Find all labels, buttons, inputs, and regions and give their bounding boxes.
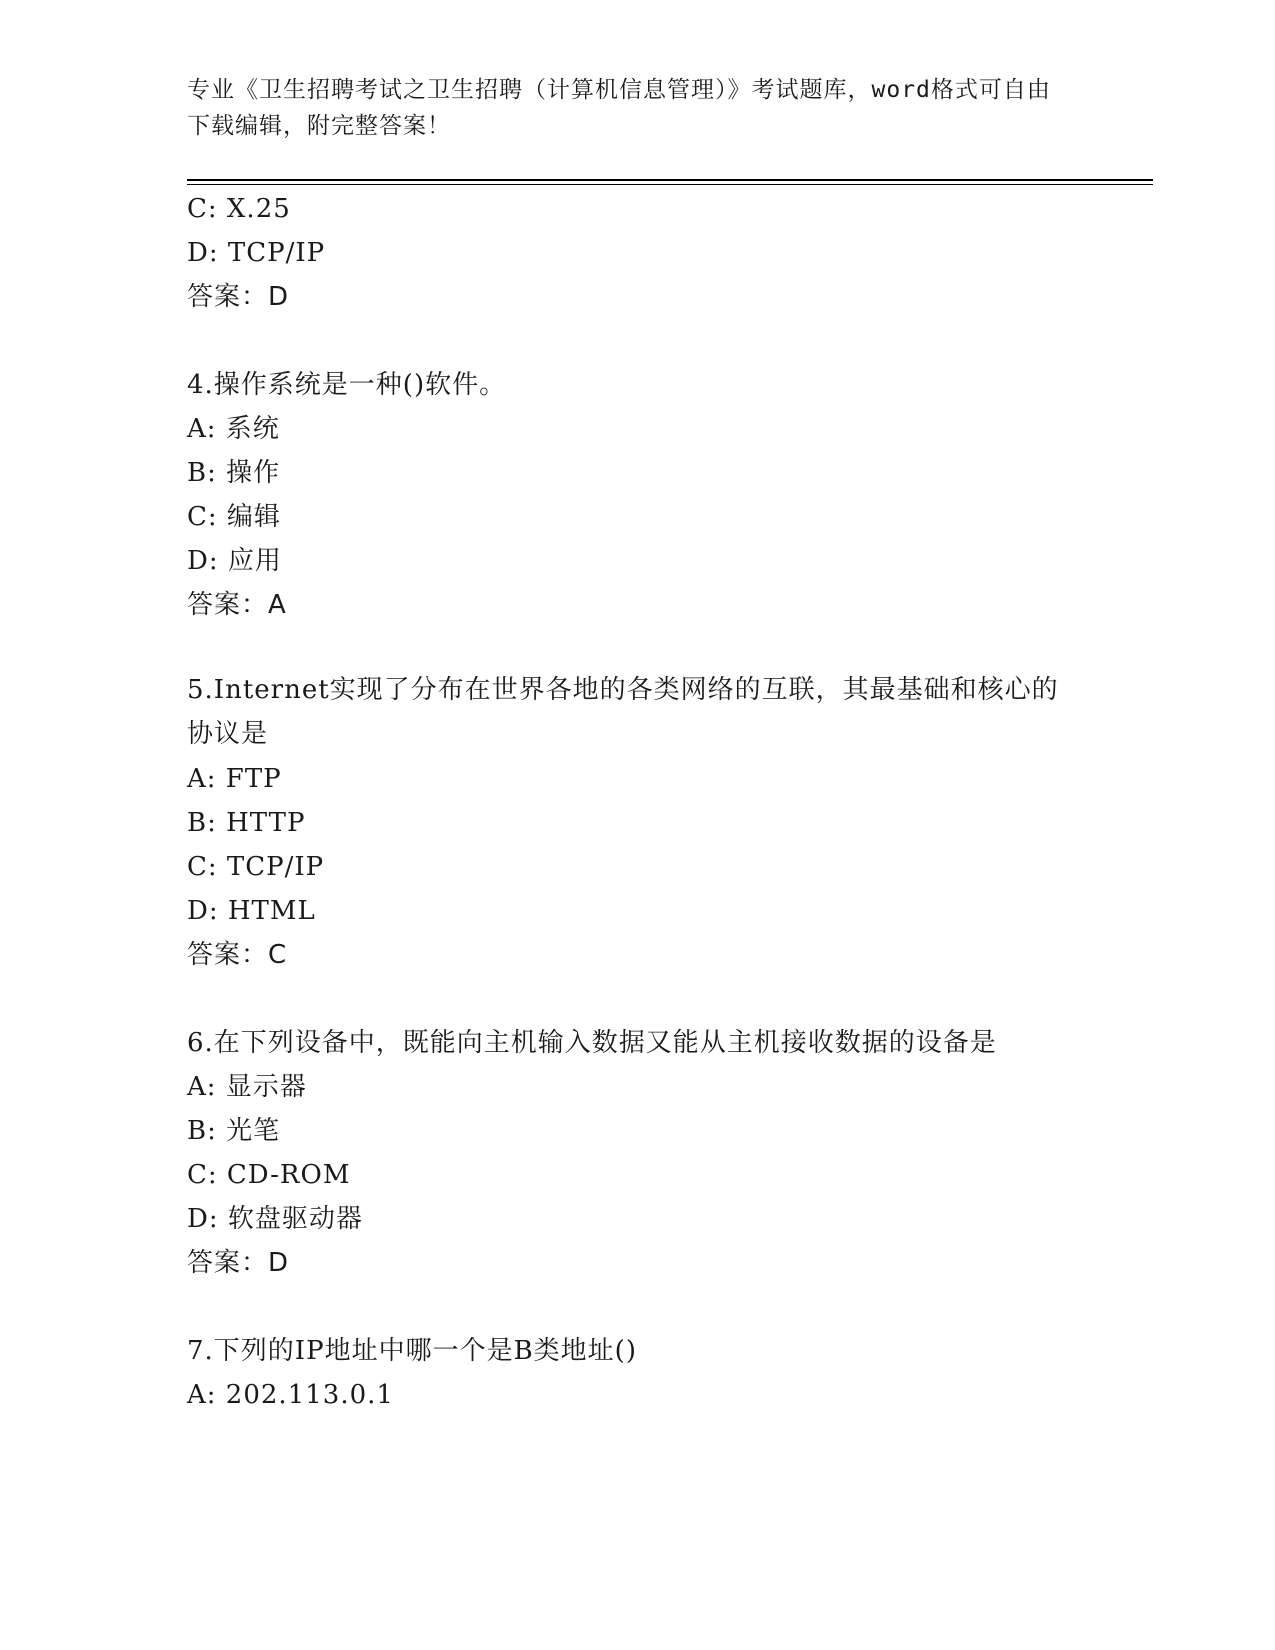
question-6-stem: 6.在下列设备中，既能向主机输入数据又能从主机接收数据的设备是 bbox=[187, 1028, 997, 1058]
question-7-option-a: A: 202.113.0.1 bbox=[187, 1380, 394, 1410]
prev-answer: 答案：D bbox=[187, 282, 290, 312]
header-divider-thick bbox=[187, 179, 1153, 181]
question-4-option-a: A: 系统 bbox=[187, 414, 280, 444]
document-header: 专业《卫生招聘考试之卫生招聘（计算机信息管理）》考试题库，word格式可自由下载编辑，附完整答案！ bbox=[187, 77, 1051, 139]
question-4-answer: 答案：A bbox=[187, 590, 287, 620]
question-5-option-a: A: FTP bbox=[187, 764, 282, 794]
question-5-stem: 5.Internet实现了分布在世界各地的各类网络的互联，其最基础和核心的协议是 bbox=[187, 675, 1059, 749]
header-divider-thin bbox=[187, 184, 1153, 185]
question-5-option-d: D: HTML bbox=[187, 896, 316, 926]
question-4-stem: 4.操作系统是一种()软件。 bbox=[187, 370, 507, 400]
question-6-option-d: D: 软盘驱动器 bbox=[187, 1204, 363, 1234]
question-5-option-c: C: TCP/IP bbox=[187, 852, 325, 882]
question-6-answer: 答案：D bbox=[187, 1248, 290, 1278]
question-6-option-a: A: 显示器 bbox=[187, 1072, 307, 1102]
question-4-option-d: D: 应用 bbox=[187, 546, 282, 576]
question-4-option-b: B: 操作 bbox=[187, 458, 281, 488]
question-6-option-c: C: CD-ROM bbox=[187, 1160, 351, 1190]
prev-option-c: C: X.25 bbox=[187, 194, 291, 224]
question-4-option-c: C: 编辑 bbox=[187, 502, 281, 532]
question-5-option-b: B: HTTP bbox=[187, 808, 306, 838]
question-5-answer: 答案：C bbox=[187, 940, 288, 970]
question-6-option-b: B: 光笔 bbox=[187, 1116, 281, 1146]
question-7-stem: 7.下列的IP地址中哪一个是B类地址() bbox=[187, 1336, 637, 1366]
prev-option-d: D: TCP/IP bbox=[187, 238, 326, 268]
